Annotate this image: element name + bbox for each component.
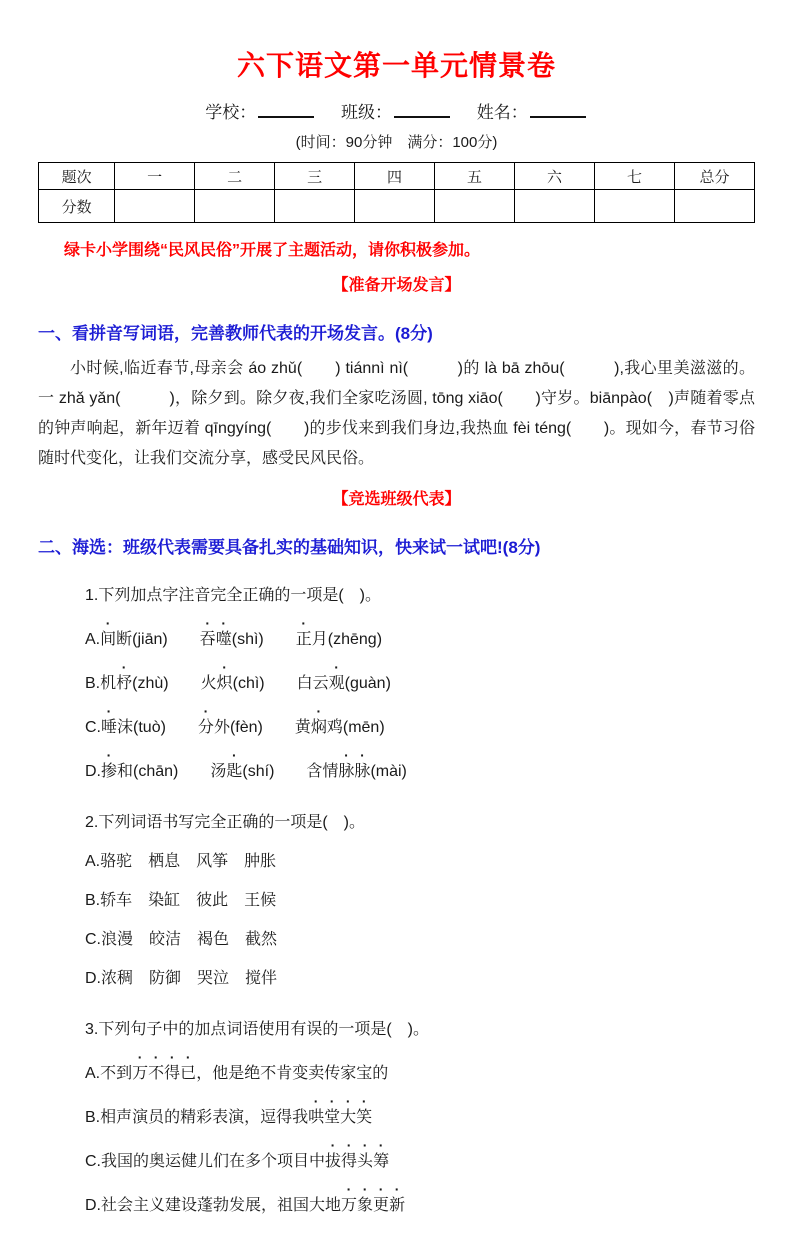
emphasis-dotted-char: 大 xyxy=(340,1109,357,1126)
option-row: C.唾沫(tuò) 分外(fèn) 黄焖鸡(mēn) xyxy=(85,714,755,737)
emphasis-dotted-char: 拔 xyxy=(325,1153,342,1170)
emphasis-dotted-char: 得 xyxy=(164,1065,181,1082)
option-row: B.轿车 染缸 彼此 王候 xyxy=(85,892,277,909)
option-row: C.浪漫 皎洁 褐色 截然 xyxy=(85,931,278,948)
emphasis-dotted-char: 杼 xyxy=(116,675,133,692)
emphasis-dotted-char: 哄 xyxy=(308,1109,325,1126)
score-table-header-cell: 五 xyxy=(435,163,515,190)
exam-title: 六下语文第一单元情景卷 xyxy=(236,50,556,81)
option-row: D.掺和(chān) 汤匙(shí) 含情脉脉(mài) xyxy=(85,758,755,781)
name-blank xyxy=(530,99,586,118)
question-list xyxy=(38,582,755,1215)
emphasis-dotted-char: 万 xyxy=(132,1065,149,1082)
score-table-header-cell: 四 xyxy=(355,163,435,190)
student-info-line xyxy=(38,98,755,123)
option-row: B.相声演员的精彩表演，逗得我哄堂大笑 xyxy=(85,1104,755,1127)
emphasis-dotted-char: 正 xyxy=(295,631,312,648)
score-table-corner-cell: 题次 xyxy=(39,163,115,190)
emphasis-dotted-char: 笑 xyxy=(356,1109,373,1126)
emphasis-dotted-char: 更 xyxy=(373,1197,390,1214)
class-blank xyxy=(394,99,450,118)
emphasis-dotted-char: 万 xyxy=(341,1197,358,1214)
score-table-header-cell: 三 xyxy=(275,163,355,190)
score-table-header-cell: 六 xyxy=(515,163,595,190)
score-blank-cell xyxy=(195,190,275,223)
emphasis-dotted-char: 新 xyxy=(389,1197,406,1214)
emphasis-dotted-char: 已 xyxy=(180,1065,197,1082)
emphasis-dotted-char: 象 xyxy=(357,1197,374,1214)
name-field xyxy=(477,103,588,122)
option-row: A.不到万不得已，他是绝不肯变卖传家宝的 xyxy=(85,1060,755,1083)
school-blank xyxy=(258,99,314,118)
question-stem: 1.下列加点字注音完全正确的一项是( )。 xyxy=(85,587,382,604)
question-stem: 2.下列词语书写完全正确的一项是( )。 xyxy=(85,814,366,831)
score-blank-cell xyxy=(515,190,595,223)
emphasis-dotted-char: 焖 xyxy=(310,719,327,736)
intro-note: 绿卡小学围绕“民风民俗”开展了主题活动，请你积极参加。 xyxy=(64,242,481,259)
score-row-label: 分数 xyxy=(39,190,115,223)
score-blank-cell xyxy=(275,190,355,223)
emphasis-dotted-char: 噬 xyxy=(215,631,232,648)
emphasis-dotted-char: 头 xyxy=(357,1153,374,1170)
option-row: B.机杼(zhù) 火炽(chì) 白云观(guàn) xyxy=(85,670,755,693)
emphasis-dotted-char: 得 xyxy=(341,1153,358,1170)
pinyin-paragraph: 小时候,临近春节,母亲会 áo zhǔ( ) tiánnì nì( )的 là bā zhōu( ),我心里美滋滋的。一 zhǎ yǎn( )，除夕到。除夕夜,我们全家吃汤圆, tōng xiāo( )守岁。biānpào( )声随着零点的钟声响起，新年迈着 qīngyíng( )的步伐来到我们身边,我热血 fèi téng( )。现如今，春节习俗随时代变化，让我们交流分享，感受民风民俗。 xyxy=(38,360,755,467)
score-blank-cell xyxy=(594,190,674,223)
school-field xyxy=(205,103,316,122)
question-stem: 3.下列句子中的加点词语使用有误的一项是( )。 xyxy=(85,1021,430,1038)
option-row: C.我国的奥运健儿们在多个项目中拔得头筹 xyxy=(85,1148,755,1171)
option-row: A.骆驼 栖息 风筝 肿胀 xyxy=(85,853,277,870)
emphasis-dotted-char: 不 xyxy=(148,1065,165,1082)
option-row: D.浓稠 防御 哭泣 搅伴 xyxy=(85,970,278,987)
emphasis-dotted-char: 炽 xyxy=(216,675,233,692)
emphasis-dotted-char: 唾 xyxy=(101,719,118,736)
score-table-header-cell: 一 xyxy=(115,163,195,190)
class-label: 班级： xyxy=(341,103,392,122)
banner-class-representative: 【竞选班级代表】 xyxy=(332,491,461,508)
score-table-header-cell: 二 xyxy=(195,163,275,190)
section-one-title: 一、看拼音写词语，完善教师代表的开场发言。(8分) xyxy=(38,324,433,343)
score-table-header-row xyxy=(39,163,755,190)
score-blank-cell xyxy=(115,190,195,223)
score-blank-cell xyxy=(355,190,435,223)
time-score-info: (时间：90分钟 满分：100分) xyxy=(295,134,498,151)
score-blank-cell xyxy=(435,190,515,223)
score-table xyxy=(38,162,755,223)
name-label: 姓名： xyxy=(476,103,528,122)
score-table-header-cell: 总分 xyxy=(674,163,754,190)
score-blank-cell xyxy=(674,190,754,223)
class-field xyxy=(341,103,452,122)
emphasis-dotted-char: 观 xyxy=(328,675,345,692)
school-label: 学校： xyxy=(205,103,257,122)
emphasis-dotted-char: 脉 xyxy=(338,763,355,780)
emphasis-dotted-char: 堂 xyxy=(324,1109,341,1126)
option-row: D.社会主义建设蓬勃发展，祖国大地万象更新 xyxy=(85,1192,755,1215)
score-table-header-cell: 七 xyxy=(594,163,674,190)
emphasis-dotted-char: 吞 xyxy=(199,631,216,648)
banner-prepare-speech: 【准备开场发言】 xyxy=(332,277,461,294)
emphasis-dotted-char: 匙 xyxy=(226,763,243,780)
score-table-score-row xyxy=(39,190,755,223)
emphasis-dotted-char: 筹 xyxy=(373,1153,390,1170)
emphasis-dotted-char: 分 xyxy=(197,719,214,736)
section-two-title: 二、海选：班级代表需要具备扎实的基础知识，快来试一试吧!(8分) xyxy=(38,538,541,557)
option-row: A.间断(jiān) 吞噬(shì) 正月(zhēng) xyxy=(85,626,755,649)
emphasis-dotted-char: 间 xyxy=(100,631,117,648)
emphasis-dotted-char: 脉 xyxy=(354,763,371,780)
emphasis-dotted-char: 掺 xyxy=(101,763,118,780)
